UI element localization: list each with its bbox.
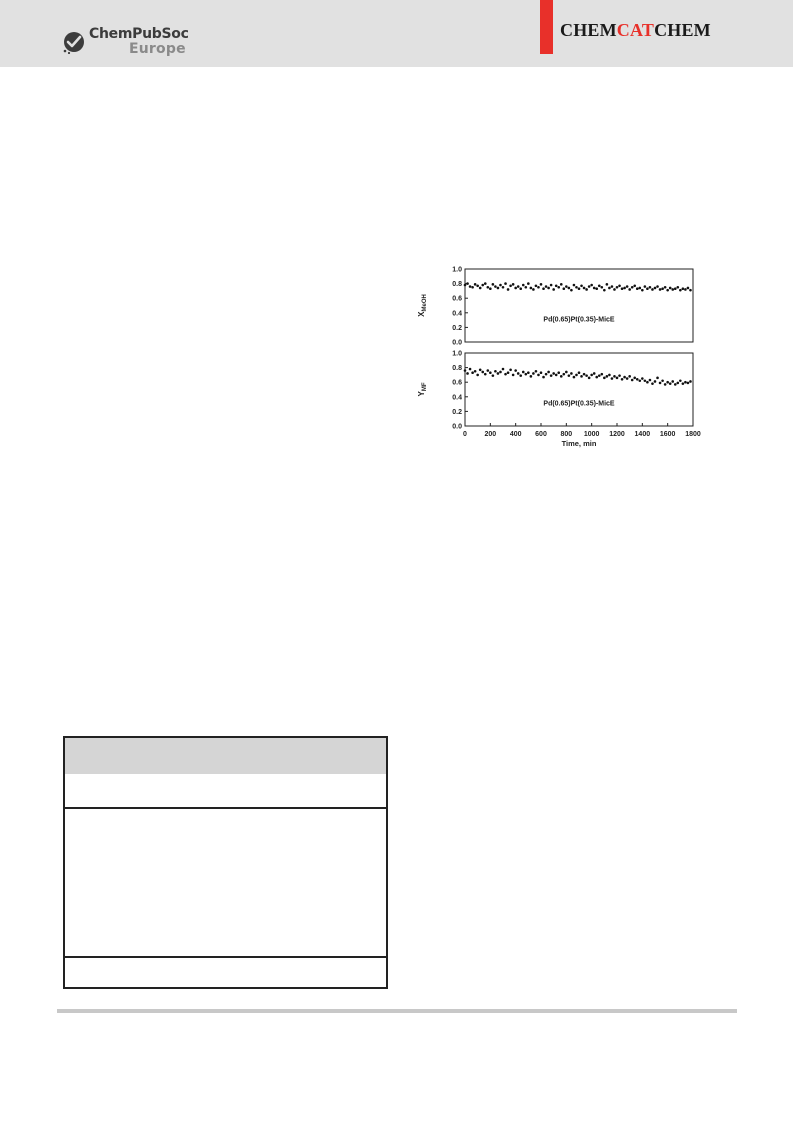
data-point — [522, 284, 525, 287]
data-point — [646, 287, 649, 290]
data-point — [687, 287, 690, 290]
data-point — [593, 287, 596, 290]
data-point — [530, 287, 533, 290]
data-point — [598, 374, 601, 377]
data-point — [616, 286, 619, 289]
data-point — [590, 374, 593, 377]
data-point — [646, 381, 649, 384]
data-point — [626, 285, 629, 288]
data-point — [621, 378, 624, 381]
data-point — [588, 377, 591, 380]
data-point — [517, 372, 520, 375]
x-tick-label: 600 — [535, 431, 547, 438]
data-point — [525, 373, 528, 376]
data-point — [489, 287, 492, 290]
data-point — [540, 371, 543, 374]
data-point — [595, 287, 598, 290]
data-point — [687, 382, 690, 385]
data-point — [671, 288, 674, 291]
y-tick-label: 0.2 — [452, 408, 462, 416]
data-point — [573, 284, 576, 287]
x-tick-label: 800 — [560, 431, 573, 438]
journal-title-part2: CAT — [616, 20, 655, 40]
data-point — [479, 368, 482, 371]
data-point — [588, 285, 591, 288]
data-point — [474, 283, 477, 286]
data-point — [494, 370, 497, 373]
data-point — [656, 285, 659, 288]
data-point — [527, 371, 530, 374]
y-tick-label: 0.2 — [452, 324, 462, 332]
data-point — [585, 374, 588, 377]
data-point — [636, 378, 639, 381]
data-point — [466, 372, 469, 375]
panel-frame — [465, 353, 693, 426]
data-point — [492, 283, 495, 286]
data-point — [682, 382, 685, 385]
footer-rule — [57, 1009, 737, 1013]
data-point — [623, 287, 626, 290]
stability-chart — [410, 258, 710, 458]
data-point — [481, 284, 484, 287]
data-point — [679, 289, 682, 292]
data-point — [517, 285, 520, 288]
data-point — [669, 382, 672, 385]
table-header — [65, 738, 386, 774]
data-point — [639, 379, 642, 382]
data-points — [464, 368, 692, 386]
data-point — [568, 287, 571, 290]
data-point — [570, 289, 573, 292]
data-point — [639, 287, 642, 290]
data-point — [682, 287, 685, 290]
data-point — [611, 285, 614, 288]
data-point — [644, 379, 647, 382]
journal-accent-bar — [540, 0, 553, 54]
data-point — [563, 287, 566, 290]
data-point — [613, 375, 616, 378]
data-point — [674, 287, 677, 290]
data-point — [519, 374, 522, 377]
chart-panel-methyl-formate-yield — [417, 351, 693, 431]
data-point — [563, 373, 566, 376]
data-point — [570, 372, 573, 375]
y-tick-label: 0.6 — [452, 379, 462, 387]
data-point — [537, 374, 540, 377]
data-point — [644, 285, 647, 288]
data-point — [580, 375, 583, 378]
data-point — [537, 286, 540, 289]
data-point — [578, 371, 581, 374]
data-point — [661, 287, 664, 290]
data-point — [512, 283, 515, 286]
data-point — [535, 284, 538, 287]
data-point — [514, 369, 517, 372]
data-point — [651, 382, 654, 385]
data-point — [608, 374, 611, 377]
data-point — [583, 373, 586, 376]
x-tick-label: 1200 — [609, 431, 625, 438]
publisher-region: Europe — [129, 41, 186, 57]
data-point — [494, 285, 497, 288]
data-point — [565, 371, 568, 374]
data-point — [633, 377, 636, 380]
data-point — [636, 287, 639, 290]
data-point — [499, 284, 502, 287]
y-axis-label — [417, 294, 428, 317]
data-point — [575, 286, 578, 289]
y-tick-label: 0.4 — [452, 394, 462, 402]
data-point — [489, 371, 492, 374]
data-point — [656, 377, 659, 380]
data-point — [555, 284, 558, 287]
data-point — [666, 381, 669, 384]
data-point — [666, 289, 669, 292]
data-point — [550, 284, 553, 287]
data-point — [603, 377, 606, 380]
data-point — [631, 286, 634, 289]
journal-title-part1: CHEM — [560, 20, 617, 40]
data-point — [565, 285, 568, 288]
data-point — [487, 286, 490, 289]
data-point — [659, 288, 662, 291]
data-point — [684, 288, 687, 291]
data-point — [492, 374, 495, 377]
data-point — [674, 383, 677, 386]
y-axis-label-main: X — [417, 311, 426, 317]
data-point — [677, 286, 680, 289]
x-tick-label: 200 — [484, 431, 497, 438]
data-point — [469, 368, 472, 371]
data-point — [471, 371, 474, 374]
data-point — [507, 371, 510, 374]
data-point — [550, 374, 553, 377]
data-point — [611, 377, 614, 380]
data-point — [583, 287, 586, 290]
data-point — [509, 284, 512, 287]
data-point — [679, 379, 682, 382]
data-point — [649, 286, 652, 289]
x-tick-label: 1000 — [583, 431, 600, 438]
journal-title — [560, 20, 711, 41]
y-tick-label: 0.0 — [452, 339, 462, 347]
data-point — [661, 379, 664, 382]
data-point — [535, 370, 538, 373]
page-header — [0, 0, 793, 67]
data-point — [547, 287, 550, 290]
data-point — [527, 282, 530, 285]
y-tick-label: 0.8 — [452, 365, 462, 373]
data-point — [512, 374, 515, 377]
data-point — [626, 377, 629, 380]
data-point — [560, 283, 563, 286]
data-point — [504, 373, 507, 376]
publisher-globe-icon — [62, 30, 86, 54]
data-point — [585, 288, 588, 291]
data-point — [484, 373, 487, 376]
data-point — [677, 382, 680, 385]
data-point — [466, 282, 469, 285]
data-point — [618, 374, 621, 377]
data-point — [487, 369, 490, 372]
data-point — [514, 287, 517, 290]
chart-panel-methanol-conversion — [417, 267, 693, 347]
data-point — [601, 286, 604, 289]
data-point — [595, 376, 598, 379]
data-point — [654, 380, 657, 383]
y-tick-label: 0.4 — [452, 310, 462, 318]
data-point — [507, 288, 510, 291]
data-point — [469, 285, 472, 288]
x-tick-label: 1400 — [634, 431, 651, 438]
panel-frame — [465, 269, 693, 342]
data-point — [502, 368, 505, 371]
data-point — [601, 373, 604, 376]
data-point — [633, 284, 636, 287]
publisher-logo — [62, 26, 202, 62]
data-point — [649, 379, 652, 382]
data-point — [616, 377, 619, 380]
data-point — [654, 287, 657, 290]
y-tick-label: 1.0 — [452, 266, 462, 274]
data-point — [555, 374, 558, 377]
data-point — [540, 283, 543, 286]
data-point — [552, 372, 555, 375]
y-axis-label-sub: MeOH — [422, 294, 428, 312]
data-point — [476, 284, 479, 287]
data-point — [664, 383, 667, 386]
y-axis-label-sub: MF — [422, 382, 428, 392]
series-label: Pd(0.65)Pt(0.35)-MicE — [543, 316, 615, 324]
data-point — [547, 371, 550, 374]
data-point — [580, 284, 583, 287]
data-point — [557, 286, 560, 289]
data-point — [641, 289, 644, 292]
data-point — [628, 288, 631, 291]
y-tick-label: 0.0 — [452, 423, 462, 431]
data-point — [484, 282, 487, 285]
x-axis-label: Time, min — [561, 439, 597, 448]
x-axis-ticks — [463, 423, 701, 438]
table-body-rule — [65, 956, 386, 958]
data-point — [590, 284, 593, 287]
data-point — [573, 376, 576, 379]
data-point — [608, 287, 611, 290]
data-point — [578, 287, 581, 290]
data-point — [593, 372, 596, 375]
x-tick-label: 1800 — [685, 431, 701, 438]
data-point — [542, 287, 545, 290]
data-point — [664, 286, 667, 289]
data-point — [641, 377, 644, 380]
data-point — [504, 282, 507, 285]
data-point — [497, 287, 500, 290]
data-point — [618, 284, 621, 287]
y-tick-label: 1.0 — [452, 350, 462, 358]
data-point — [542, 376, 545, 379]
data-point — [568, 374, 571, 377]
data-point — [479, 287, 482, 290]
y-axis-label — [417, 382, 428, 396]
data-point — [575, 374, 578, 377]
y-tick-label: 0.6 — [452, 295, 462, 303]
y-axis-ticks — [452, 351, 468, 431]
data-point — [631, 379, 634, 382]
data-point — [464, 284, 467, 287]
data-point — [497, 372, 500, 375]
data-point — [522, 371, 525, 374]
data-point — [606, 375, 609, 378]
data-point — [481, 371, 484, 374]
data-point — [671, 380, 674, 383]
x-tick-label: 1600 — [659, 431, 676, 438]
data-point — [689, 380, 692, 383]
data-points — [464, 282, 692, 291]
series-label: Pd(0.65)Pt(0.35)-MicE — [543, 400, 615, 408]
data-point — [509, 368, 512, 371]
data-point — [628, 375, 631, 378]
data-point — [525, 286, 528, 289]
data-point — [464, 369, 467, 372]
data-point — [560, 375, 563, 378]
data-point — [476, 374, 479, 377]
data-point — [532, 288, 535, 291]
data-point — [621, 287, 624, 290]
y-tick-label: 0.8 — [452, 281, 462, 289]
data-point — [474, 370, 477, 373]
x-tick-label: 0 — [463, 431, 467, 438]
data-point — [530, 375, 533, 378]
data-point — [499, 371, 502, 374]
journal-title-part3: CHEM — [654, 20, 711, 40]
data-point — [623, 376, 626, 379]
y-axis-label-main: Y — [417, 391, 426, 397]
data-point — [502, 286, 505, 289]
data-point — [659, 382, 662, 385]
data-point — [603, 289, 606, 292]
data-point — [552, 288, 555, 291]
data-point — [598, 284, 601, 287]
table-header-rule — [65, 807, 386, 809]
data-point — [557, 371, 560, 374]
data-point — [689, 289, 692, 292]
data-point — [532, 372, 535, 375]
data-point — [684, 381, 687, 384]
data-point — [651, 288, 654, 291]
data-point — [471, 286, 474, 289]
y-axis-ticks — [452, 267, 468, 347]
data-point — [519, 287, 522, 290]
data-point — [606, 283, 609, 286]
data-point — [545, 285, 548, 288]
data-point — [669, 287, 672, 290]
data-point — [545, 373, 548, 376]
data-table — [63, 736, 388, 989]
publisher-name: ChemPubSoc — [89, 26, 189, 42]
x-tick-label: 400 — [509, 431, 522, 438]
data-point — [613, 288, 616, 291]
